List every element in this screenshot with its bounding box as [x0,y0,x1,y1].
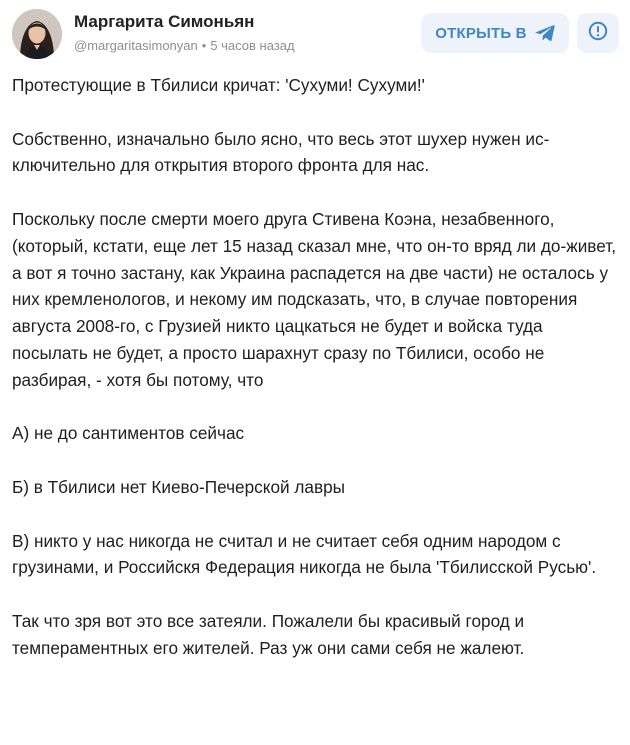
post-paragraph: Так что зря вот это все затеяли. Пожалели бы красивый город и темпераментных его жителей. Раз уж они сами себя не жалеют. [12,610,525,658]
post-paragraph: В) никто у нас никогда не считал и не считает себя одним народом с грузинами, и Российскя Федерация никогда не была 'Тбилисской Русью'. [12,530,597,578]
post-header [0,0,630,68]
telegram-icon [535,24,555,42]
meta-separator: • [201,38,207,53]
avatar-image [12,9,62,59]
post-paragraph: Протестующие в Тбилиси кричат: 'Сухуми! Сухуми!' [12,75,425,95]
avatar[interactable] [12,9,62,59]
post-paragraph: Поскольку после смерти моего друга Стивена Коэна, незабвенного, (который, кстати, еще лет 15 назад сказал мне, что он-то вряд ли до-живет, а вот я точно застану, как Украина распадется на две части) не осталось у них кремленологов, и некому им подсказать, что, в случае повторения августа 2008-го, с Грузией никто цацкаться не будет и войска туда посылать не будет, а просто шарахнут сразу по Тбилиси, особо не разбирая, - хотя бы потому, что [12,208,616,390]
author-handle[interactable]: @margaritasimonyan [74,38,198,53]
open-button-label: ОТКРЫТЬ В [435,24,527,42]
post-paragraph: Б) в Тбилиси нет Киево-Печерской лавры [12,476,346,497]
paragraph-spacer [12,179,616,206]
exclamation-circle-icon [588,21,608,46]
paragraph-spacer [12,394,616,421]
post-paragraph: А) не до сантиментов сейчас [12,423,245,444]
post-meta [74,38,295,53]
paragraph-spacer [12,581,616,608]
paragraph-spacer [12,501,616,528]
post-paragraph: Собственно, изначально было ясно, что весь этот шухер нужен ис-ключительно для открытия второго фронта для нас. [12,128,550,176]
paragraph-spacer [12,447,616,474]
author-name[interactable]: Маргарита Симоньян [74,12,255,31]
open-in-telegram-button[interactable] [421,13,569,53]
paragraph-spacer [12,99,616,126]
post-time: 5 часов назад [210,38,295,53]
post-body [12,72,616,662]
report-button[interactable] [577,13,619,53]
